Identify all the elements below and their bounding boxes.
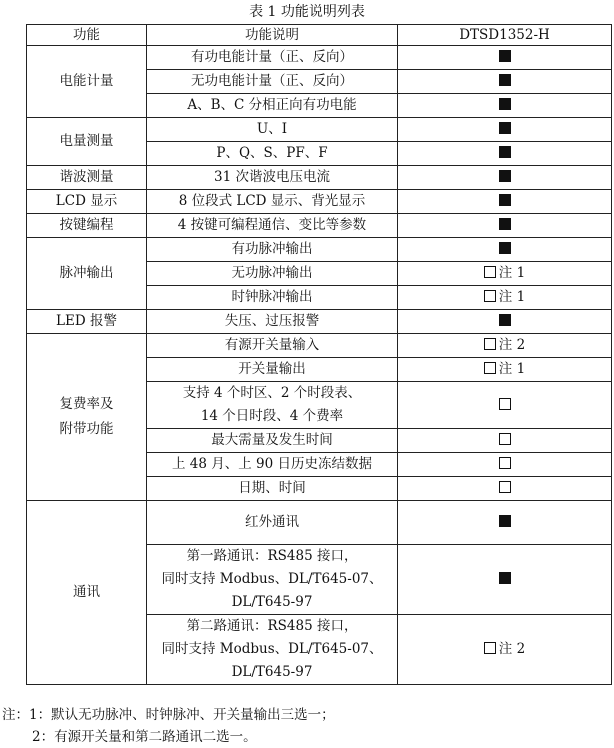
empty-square-icon <box>484 266 496 278</box>
description-cell: A、B、C 分相正向有功电能 <box>147 94 398 118</box>
header-function: 功能 <box>27 25 147 46</box>
description-cell: 有功脉冲输出 <box>147 238 398 262</box>
mark-cell <box>398 46 612 70</box>
mark-cell <box>398 238 612 262</box>
description-cell: 无功电能计量（正、反向） <box>147 70 398 94</box>
description-cell: U、I <box>147 118 398 142</box>
description-line: DL/T645-97 <box>231 594 313 610</box>
empty-square-icon <box>484 362 496 374</box>
function-cell <box>27 334 147 501</box>
filled-square-icon <box>499 98 511 110</box>
function-table <box>26 24 612 685</box>
description-line: 同时支持 Modbus、DL/T645-07、 <box>161 571 383 587</box>
function-cell: 按键编程 <box>27 214 147 238</box>
table-row <box>27 214 612 238</box>
description-line: 支持 4 个时区、2 个时段表、 <box>182 385 362 401</box>
empty-square-icon <box>484 290 496 302</box>
description-cell: 4 按键可编程通信、变比等参数 <box>147 214 398 238</box>
function-name-line: 复费率及 <box>59 396 114 412</box>
filled-square-icon <box>499 50 511 62</box>
description-line: 第一路通讯：RS485 接口， <box>186 548 358 564</box>
filled-square-icon <box>499 122 511 134</box>
filled-square-icon <box>499 170 511 182</box>
filled-square-icon <box>499 314 511 326</box>
table-row <box>27 190 612 214</box>
table-row <box>27 501 612 545</box>
empty-square-icon <box>499 433 511 445</box>
header-model: DTSD1352-H <box>398 25 612 46</box>
empty-square-icon <box>499 457 511 469</box>
function-cell: LED 报警 <box>27 310 147 334</box>
function-cell: 通讯 <box>27 501 147 685</box>
description-cell: 有功电能计量（正、反向） <box>147 46 398 70</box>
table-row <box>27 166 612 190</box>
mark-cell <box>398 142 612 166</box>
description-line: 同时支持 Modbus、DL/T645-07、 <box>161 641 383 657</box>
mark-cell <box>398 166 612 190</box>
filled-square-icon <box>499 572 511 584</box>
note-line-2: 2：有源开关量和第二路通讯二选一。 <box>32 729 257 745</box>
mark-cell <box>398 358 612 382</box>
note-ref: 注 1 <box>498 265 526 281</box>
mark-cell <box>398 453 612 477</box>
description-cell: 8 位段式 LCD 显示、背光显示 <box>147 190 398 214</box>
description-cell: 有源开关量输入 <box>147 334 398 358</box>
function-name-line: 附带功能 <box>59 421 114 437</box>
table-row <box>27 238 612 262</box>
table-row <box>27 46 612 70</box>
mark-cell <box>398 286 612 310</box>
mark-cell <box>398 118 612 142</box>
description-line: 第二路通讯：RS485 接口， <box>186 618 358 634</box>
table-row <box>27 118 612 142</box>
function-cell: 电能计量 <box>27 46 147 118</box>
empty-square-icon <box>484 338 496 350</box>
mark-cell <box>398 477 612 501</box>
filled-square-icon <box>499 146 511 158</box>
table-notes <box>2 704 612 748</box>
note-ref: 注 2 <box>498 337 526 353</box>
description-cell: 红外通讯 <box>147 501 398 545</box>
table-caption: 表 1 功能说明列表 <box>249 4 365 20</box>
empty-square-icon <box>484 642 496 654</box>
mark-cell <box>398 545 612 615</box>
note-ref: 注 1 <box>498 361 526 377</box>
filled-square-icon <box>499 515 511 527</box>
mark-cell <box>398 262 612 286</box>
table-header-row <box>27 25 612 46</box>
function-cell: 脉冲输出 <box>27 238 147 310</box>
mark-cell <box>398 429 612 453</box>
function-cell: 电量测量 <box>27 118 147 166</box>
filled-square-icon <box>499 74 511 86</box>
description-cell <box>147 615 398 685</box>
mark-cell <box>398 94 612 118</box>
description-cell: 31 次谐波电压电流 <box>147 166 398 190</box>
mark-cell <box>398 615 612 685</box>
description-cell: 最大需量及发生时间 <box>147 429 398 453</box>
note-ref: 注 2 <box>498 641 526 657</box>
description-cell: 开关量输出 <box>147 358 398 382</box>
mark-cell <box>398 70 612 94</box>
description-cell: 无功脉冲输出 <box>147 262 398 286</box>
description-cell: 上 48 月、上 90 日历史冻结数据 <box>147 453 398 477</box>
empty-square-icon <box>499 481 511 493</box>
note-ref: 注 1 <box>498 289 526 305</box>
filled-square-icon <box>499 194 511 206</box>
mark-cell <box>398 334 612 358</box>
description-cell: 失压、过压报警 <box>147 310 398 334</box>
description-line: DL/T645-97 <box>231 664 313 680</box>
mark-cell <box>398 214 612 238</box>
description-cell: 时钟脉冲输出 <box>147 286 398 310</box>
function-cell: LCD 显示 <box>27 190 147 214</box>
description-cell <box>147 545 398 615</box>
mark-cell <box>398 190 612 214</box>
function-cell: 谐波测量 <box>27 166 147 190</box>
description-cell <box>147 382 398 429</box>
filled-square-icon <box>499 242 511 254</box>
table-row <box>27 334 612 358</box>
note-line-1: 注：1：默认无功脉冲、时钟脉冲、开关量输出三选一； <box>2 707 335 723</box>
description-cell: P、Q、S、PF、F <box>147 142 398 166</box>
filled-square-icon <box>499 218 511 230</box>
description-line: 14 个日时段、4 个费率 <box>200 408 344 424</box>
description-cell: 日期、时间 <box>147 477 398 501</box>
header-description: 功能说明 <box>147 25 398 46</box>
mark-cell <box>398 501 612 545</box>
mark-cell <box>398 310 612 334</box>
mark-cell <box>398 382 612 429</box>
table-row <box>27 310 612 334</box>
empty-square-icon <box>499 398 511 410</box>
